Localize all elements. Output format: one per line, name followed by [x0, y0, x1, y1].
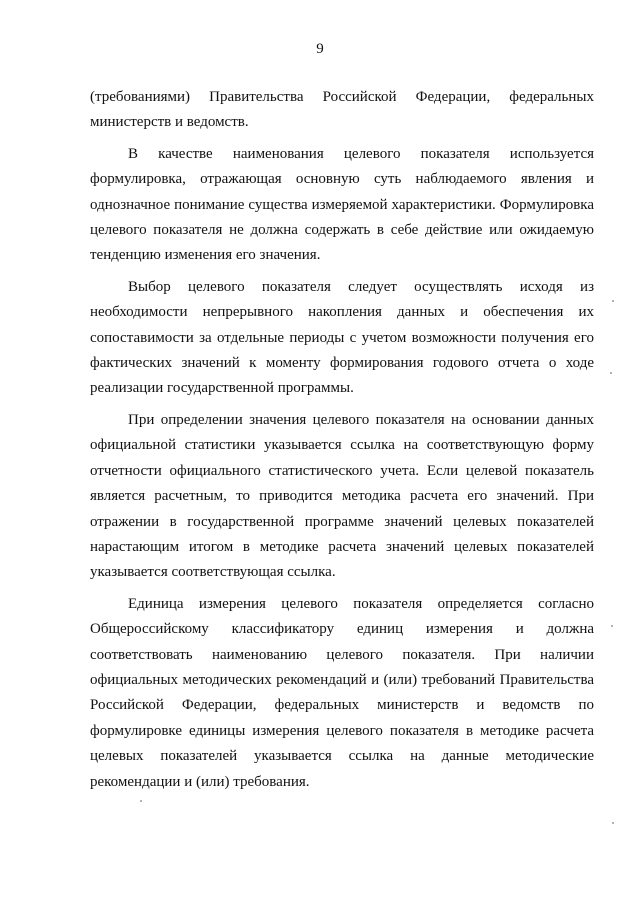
paragraph-indicator-unit: Единица измерения целевого показателя определяется согласно Общероссийскому классификатору единиц измерения и должна соответствовать наименованию целевого показателя. При наличии официальных методических рекомендаций и (или) требований Правительства Российской Федерации, федеральных министерств и ведомств по формулировке единицы измерения целевого показателя в методике расчета целевых показателей указывается ссылка на данные методические рекомендации и (или) требования.: [90, 595, 594, 790]
scan-speck: [140, 800, 142, 802]
scan-speck: [612, 822, 614, 824]
document-body: [90, 85, 594, 801]
scan-speck: [611, 625, 613, 627]
scan-speck: [610, 372, 612, 374]
paragraph-indicator-value: При определении значения целевого показателя на основании данных официальной статистики указывается ссылка на соответствующую форму отчетности официального статистического учета. Если целевой показатель является расчетным, то приводится методика расчета его значений. При отражении в государственной программе значений целевых показателей нарастающим итогом в методике расчета значений целевых показателей указывается соответствующая ссылка.: [90, 411, 594, 581]
paragraph-indicator-name: В качестве наименования целевого показателя используется формулировка, отражающая основную суть наблюдаемого явления и однозначное понимание существа измеряемой характеристики. Формулировка целевого показателя не должна содержать в себе действие или ожидаемую тенденцию изменения его значения.: [90, 145, 594, 264]
page-number: 9: [316, 41, 324, 57]
scan-speck: [612, 300, 614, 302]
paragraph-continuation: (требованиями) Правительства Российской Федерации, федеральных министерств и ведомств.: [90, 89, 594, 131]
paragraph-indicator-choice: Выбор целевого показателя следует осуществлять исходя из необходимости непрерывного накопления данных и обеспечения их сопоставимости за отдельные периоды с учетом возможности получения его фактических значений к моменту формирования годового отчета о ходе реализации государственной программы.: [90, 278, 594, 397]
